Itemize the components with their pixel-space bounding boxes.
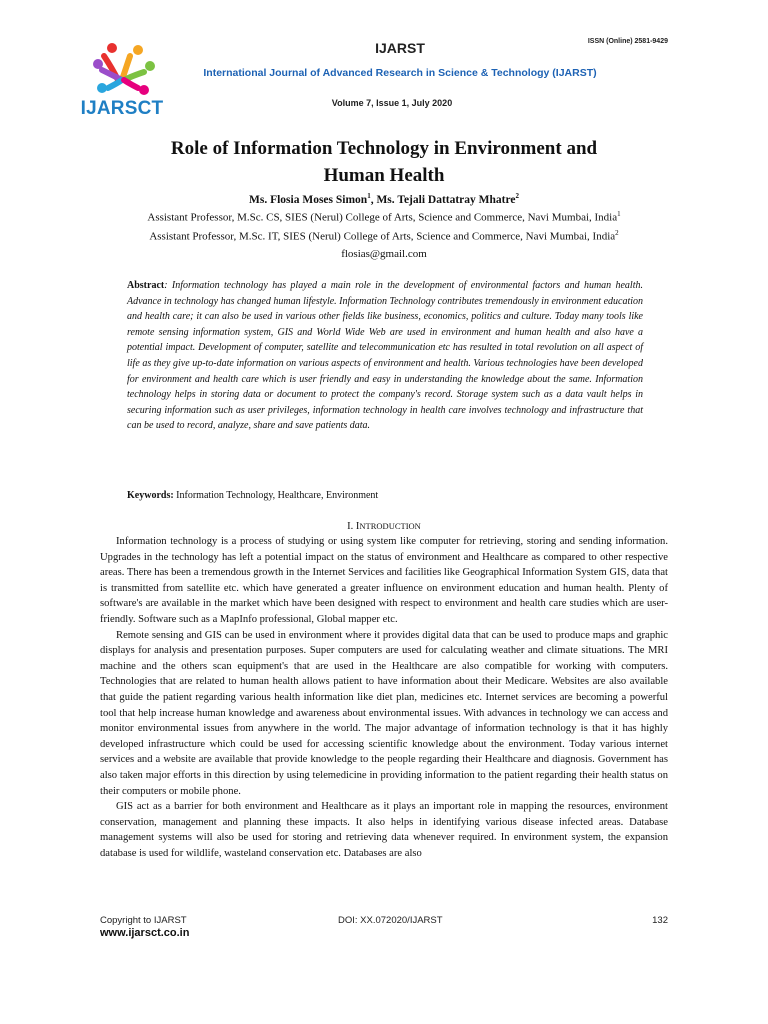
affiliation-2-text: Assistant Professor, M.Sc. IT, SIES (Nerul) College of Arts, Science and Commerce, Navi Mumbai, India <box>149 230 616 243</box>
author-2: Ms. Tejali Dattatray Mhatre <box>376 193 516 206</box>
section-heading-rest: NTRODUCTION <box>359 521 421 531</box>
keywords-text: Information Technology, Healthcare, Environment <box>173 490 379 501</box>
author-2-sup: 2 <box>515 192 519 200</box>
author-separator: , <box>370 193 377 206</box>
affiliation-2 <box>60 229 708 243</box>
section-heading <box>0 521 768 532</box>
footer-doi: DOI: XX.072020/IJARST <box>338 915 443 926</box>
affiliation-2-sup: 2 <box>615 229 619 237</box>
paragraph-1: Information technology is a process of studying or using system like computer for retrieving, storing and sending information. Upgrades in the technology has left a potential impact on the status of environment and Healthcare as compared to other respective areas. There has been a tremendous growth in the Internet Services and facilities like Geographical Information System GIS, data that is transmitted from satellite etc. which have generated a greater influence on environment education and human health. Plenty of software's are available in the market which have been designed with respect to environment and health care studies which are user-friendly. Software such as a MapInfo professional, Global mapper etc. <box>100 536 668 625</box>
logo-text: IJARSCT <box>80 98 164 119</box>
abstract-label: Abstract <box>127 280 165 291</box>
volume-issue: Volume 7, Issue 1, July 2020 <box>331 98 453 108</box>
page-number: 132 <box>652 915 668 926</box>
title-line-1: Role of Information Technology in Environment and <box>170 138 598 159</box>
affiliation-1-sup: 1 <box>617 210 621 218</box>
website-link[interactable]: www.ijarsct.co.in <box>100 927 190 939</box>
abstract-text: : Information technology has played a main role in the development of environmental factors and human health. Advance in technology has changed human lifestyle. Information Technology contributes tremendously in environment education and health care; it can also be used in various other fields like business, economics, politics and culture. Today many tools like remote sensing information system, GIS and World Wide Web are used in environment and human health and also have a potential impact. Development of computer, satellite and telecommunication etc has resulted in total revolution on all aspect of life as they give up-to-date information on various aspects of environment and health. Various technologies have been developed for environment and health care which is user friendly and easy in understanding the knowledge about the same. Information technology helps in storing data or document to protect the company's record. Storage system such as a data vault helps in securing information such as user privileges, information technology in health care involves technology and infrastructure that can be used to record, analyze, share and save patients data. <box>127 280 644 432</box>
keywords <box>127 490 643 501</box>
affiliation-1-text: Assistant Professor, M.Sc. CS, SIES (Nerul) College of Arts, Science and Commerce, Navi Mumbai, India <box>147 211 618 224</box>
abstract <box>127 278 643 434</box>
author-email: flosias@gmail.com <box>341 248 427 260</box>
footer-copyright: Copyright to IJARST <box>100 915 187 926</box>
journal-full-name: International Journal of Advanced Research in Science & Technology (IJARST) <box>203 67 597 79</box>
affiliation-1 <box>60 210 708 224</box>
issn-label: ISSN (Online) 2581-9429 <box>587 38 668 45</box>
body-text <box>100 534 668 861</box>
authors <box>100 192 668 206</box>
section-heading-prefix: I. I <box>347 521 360 532</box>
paper-title <box>100 135 668 189</box>
author-1: Ms. Flosia Moses Simon <box>249 193 368 206</box>
title-line-2: Human Health <box>323 165 445 186</box>
paragraph-3: GIS act as a barrier for both environment and Healthcare as it plays an important role in mapping the resources, environment conservation, management and planning these impacts. It also helps in identifying various disease infected areas. Database management systems will also be used for storing and retrieving data whenever required. In environment system, the expansion database is used for wildlife, wasteland conservation etc. Databases are also <box>100 801 668 859</box>
author-1-sup: 1 <box>367 192 371 200</box>
paragraph-2: Remote sensing and GIS can be used in environment where it provides digital data that can be used to produce maps and graphic displays for analysis and presentation purposes. Super computers are used for calculating weather and climate situations. The MRI machine and the others scan equipment's that are used in the Healthcare are also compatible for working with computers. Technologies that are related to human health allows patient to have information about their Medicare. Websites are also available that guide the patient regarding various health information like diet plan, medicines etc. Internet services are becoming a powerful tool that help increase human knowledge and awareness about environmental issues. With advances in technology we can access and monitor environmental issues from anywhere in the world. The major advantage of information technology is that it has highly developed infrastructure which could be used for accessing scientific knowledge about the environment. Today various internet services and a website are available that provide knowledge to the people regarding their Healthcare and diagnosis. Government has also taken major efforts in this direction by using telemedicine in providing information to the patient regarding their health status on their computers or mobile phone. <box>100 629 668 797</box>
journal-abbreviation: IJARST <box>375 40 425 56</box>
keywords-label: Keywords: <box>127 490 174 501</box>
